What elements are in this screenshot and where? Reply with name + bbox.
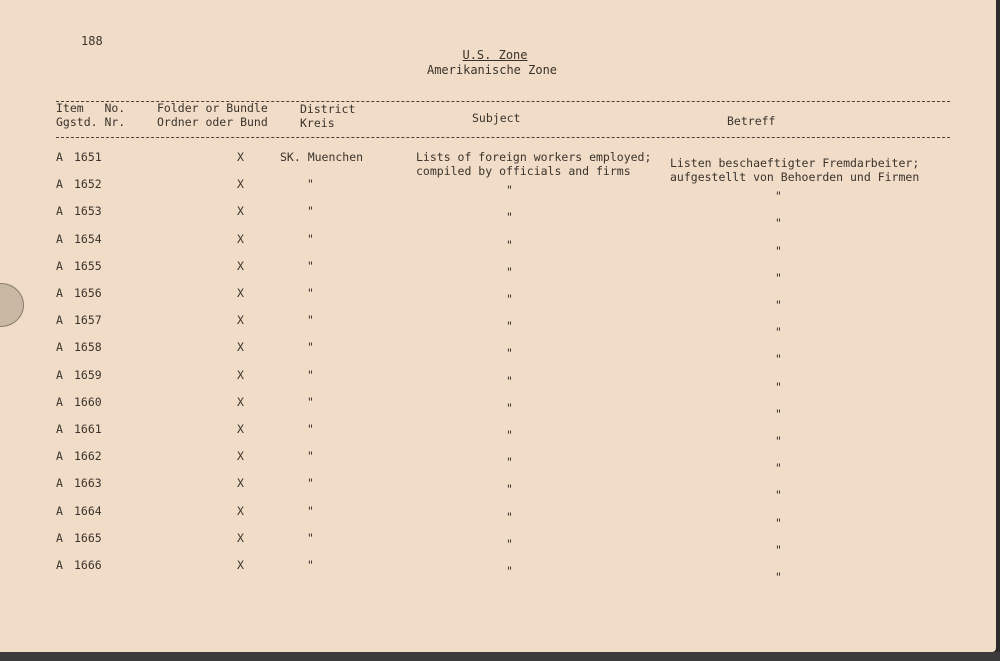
cell-item: A (56, 394, 63, 409)
cell-item: A (56, 231, 63, 246)
cell-betreff: " (775, 434, 782, 448)
cell-number: 1654 (74, 231, 102, 246)
cell-district: " (307, 503, 314, 518)
cell-subject: " (506, 428, 513, 442)
cell-number: 1655 (74, 258, 102, 273)
cell-betreff: " (775, 270, 782, 285)
cell-district: " (307, 530, 314, 545)
cell-district: " (307, 340, 314, 355)
cell-betreff: " (775, 325, 782, 340)
cell-subject: " (506, 264, 513, 279)
cell-betreff: " (775, 461, 782, 476)
header-district: District Kreis (300, 102, 356, 130)
cell-subject: " (506, 346, 513, 361)
cell-district: " (307, 258, 314, 273)
cell-folder: X (237, 258, 244, 273)
cell-item: A (56, 558, 63, 572)
cell-number: 1651 (74, 150, 102, 164)
cell-number: 1666 (74, 558, 102, 572)
cell-betreff: " (775, 216, 782, 231)
cell-folder: X (237, 367, 244, 382)
header-subject: Subject (472, 111, 521, 125)
cell-subject: " (506, 536, 513, 551)
cell-subject: " (506, 373, 513, 388)
cell-betreff: " (775, 379, 782, 394)
cell-item: A (56, 286, 63, 300)
cell-number: 1656 (74, 286, 102, 300)
cell-subject: " (506, 482, 513, 497)
cell-district: " (307, 204, 314, 219)
cell-subject: " (506, 509, 513, 524)
cell-subject: " (506, 237, 513, 252)
cell-betreff: Listen beschaeftigter Fremdarbeiter; aufgestellt von Behoerden und Firmen (670, 156, 920, 184)
cell-folder: X (237, 286, 244, 300)
cell-district: " (307, 313, 314, 328)
page-edge (0, 652, 1000, 661)
cell-folder: X (237, 558, 244, 572)
cell-subject: Lists of foreign workers employed; compiled by officials and firms (416, 150, 652, 178)
cell-betreff: " (775, 570, 782, 584)
header-item-no: Item No. Ggstd. Nr. (56, 101, 126, 129)
cell-district: " (307, 367, 314, 382)
cell-number: 1661 (74, 422, 102, 436)
cell-item: A (56, 530, 63, 545)
cell-number: 1652 (74, 177, 102, 192)
cell-district: " (307, 231, 314, 246)
cell-folder: X (237, 394, 244, 409)
cell-number: 1658 (74, 340, 102, 355)
cell-subject: " (506, 400, 513, 415)
cell-folder: X (237, 313, 244, 328)
cell-folder: X (237, 150, 244, 164)
header-betreff: Betreff (727, 114, 776, 128)
cell-item: A (56, 367, 63, 382)
cell-item: A (56, 150, 63, 164)
cell-item: A (56, 313, 63, 328)
cell-district: " (307, 286, 314, 300)
cell-district: " (307, 177, 314, 192)
header-folder: Folder or Bundle Ordner oder Bund (157, 101, 268, 129)
cell-district: " (307, 449, 314, 464)
cell-betreff: " (775, 243, 782, 258)
cell-number: 1663 (74, 476, 102, 491)
cell-item: A (56, 340, 63, 355)
cell-item: A (56, 258, 63, 273)
cell-betreff: " (775, 189, 782, 204)
page-number: 188 (81, 34, 103, 48)
cell-betreff: " (775, 298, 782, 312)
cell-folder: X (237, 204, 244, 219)
cell-number: 1659 (74, 367, 102, 382)
header-bottom-rule (56, 137, 950, 138)
cell-number: 1653 (74, 204, 102, 219)
cell-betreff: " (775, 515, 782, 530)
cell-folder: X (237, 449, 244, 464)
cell-number: 1657 (74, 313, 102, 328)
cell-betreff: " (775, 352, 782, 367)
cell-folder: X (237, 530, 244, 545)
cell-betreff: " (775, 542, 782, 557)
cell-number: 1665 (74, 530, 102, 545)
cell-item: A (56, 476, 63, 491)
cell-subject: " (506, 292, 513, 306)
cell-subject: " (506, 210, 513, 225)
cell-folder: X (237, 476, 244, 491)
cell-subject: " (506, 564, 513, 578)
cell-subject: " (506, 455, 513, 470)
cell-district: " (307, 422, 314, 436)
cell-district: " (307, 476, 314, 491)
cell-folder: X (237, 340, 244, 355)
cell-folder: X (237, 422, 244, 436)
cell-folder: X (237, 503, 244, 518)
cell-number: 1662 (74, 449, 102, 464)
cell-number: 1664 (74, 503, 102, 518)
cell-item: A (56, 204, 63, 219)
zone-title-english: U.S. Zone (462, 48, 528, 62)
cell-folder: X (237, 231, 244, 246)
cell-item: A (56, 177, 63, 192)
binder-hole (0, 283, 24, 327)
cell-item: A (56, 503, 63, 518)
cell-betreff: " (775, 488, 782, 503)
cell-subject: " (506, 319, 513, 334)
zone-title-german: Amerikanische Zone (426, 63, 558, 77)
cell-district: SK. Muenchen (280, 150, 364, 164)
cell-district: " (307, 394, 314, 409)
cell-betreff: " (775, 406, 782, 421)
cell-number: 1660 (74, 394, 102, 409)
cell-district: " (307, 558, 314, 572)
cell-subject: " (506, 183, 513, 198)
cell-folder: X (237, 177, 244, 192)
zone-title (0, 48, 1000, 77)
cell-item: A (56, 422, 63, 436)
cell-item: A (56, 449, 63, 464)
